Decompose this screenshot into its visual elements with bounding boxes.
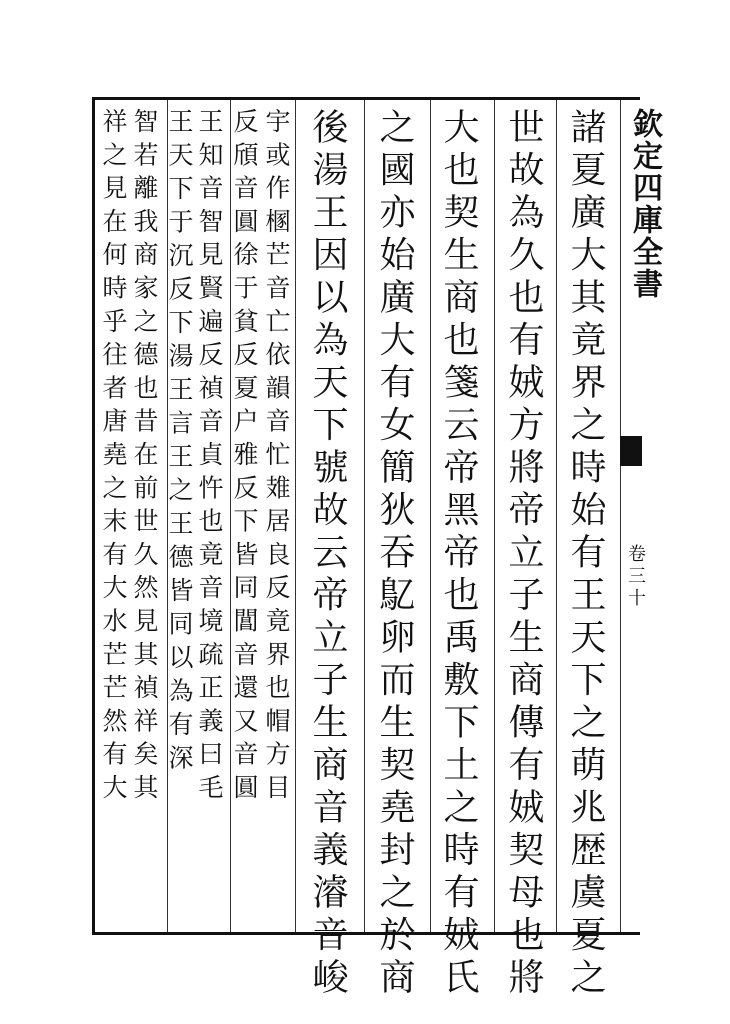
commentary-column-5: 智若離我商家之德也昔在前世久然見其禎祥矣其 [130, 108, 159, 808]
text-column-5: 後湯王因以為天下號故云帝立子生商音義濬音峻 [307, 108, 348, 1001]
commentary-column-1: 宇或作㮯芒音亡依韻音忙䧴居良反竟界也帽方目 [262, 108, 291, 808]
commentary-column-4: 王天下于沉反下湯王言王之王德皆同以為有深 [165, 108, 194, 778]
column-rule [295, 100, 296, 932]
column-rule [494, 100, 495, 932]
text-column-3: 大也契生商也箋云帝黑帝也禹敷下土之時有娀氏 [438, 108, 479, 1001]
column-rule [556, 100, 557, 932]
column-rule [430, 100, 431, 932]
text-column-4: 之國亦始廣大有女簡狄吞鳦卵而生契堯封之於商 [374, 108, 415, 1001]
text-column-2: 世故為久也有娀方將帝立子生商傳有娀契母也將 [503, 108, 544, 1001]
volume-number: 卷三十 [625, 544, 646, 610]
book-margin [622, 100, 662, 932]
book-title: 欽定四庫全書 [627, 108, 662, 300]
commentary-column-2: 反頎音圓徐于貧反夏户雅反下皆同閶音還又音圓 [230, 108, 259, 808]
column-rule [364, 100, 365, 932]
commentary-column-3: 王知音智見賢遍反禎音貞忤也竟音境疏正義曰毛 [195, 108, 224, 808]
fishtail-mark [620, 436, 642, 466]
commentary-column-6: 祥之見在何時乎往者唐堯之末有大水芒芒然有大 [99, 108, 128, 808]
text-column-1: 諸夏廣大其竟界之時始有王天下之萌兆歴虞夏之 [565, 108, 606, 1001]
margin-rule [620, 100, 621, 932]
